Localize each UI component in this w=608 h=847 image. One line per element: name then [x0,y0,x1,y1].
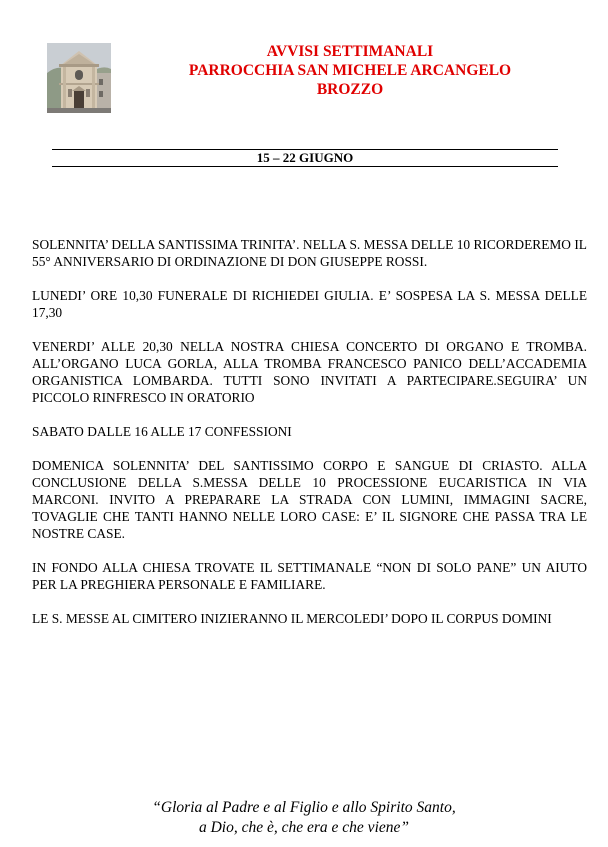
date-range: 15 – 22 GIUGNO [256,150,354,165]
announcement-weekly-magazine: IN FONDO ALLA CHIESA TROVATE IL SETTIMANALE “NON DI SOLO PANE” UN AIUTO PER LA PREGHIERA PERSONALE E FAMILIARE. [32,560,587,592]
quote-line-2: a Dio, che è, che era e che viene” [198,819,409,836]
announcement-monday: LUNEDI’ ORE 10,30 FUNERALE DI RICHIEDEI GIULIA. E’ SOSPESA LA S. MESSA DELLE 17,30 [32,288,587,320]
announcement-list [32,236,587,627]
bulletin-title [150,42,550,99]
date-rule-bottom [52,166,558,167]
announcement-friday-concert: VENERDI’ ALLE 20,30 NELLA NOSTRA CHIESA CONCERTO DI ORGANO E TROMBA. ALL’ORGANO LUCA GORLA, ALLA TROMBA FRANCESCO PANICO DELL’ACCADEMIA ORGANISTICA LOMBARDA. TUTTI SONO INVITATI A PARTECIPARE.SEGUIRA’ UN PICCOLO RINFRESCO IN ORATORIO [32,339,587,405]
title-line-2: PARROCCHIA SAN MICHELE ARCANGELO [188,62,512,79]
announcement-cemetery-masses: LE S. MESSE AL CIMITERO INIZIERANNO IL MERCOLEDI’ DOPO IL CORPUS DOMINI [32,611,552,626]
quote-line-1: “Gloria al Padre e al Figlio e allo Spirito Santo, [152,799,456,816]
church-facade-photo [47,43,111,113]
title-line-1: AVVISI SETTIMANALI [266,43,434,60]
footer-prayer-quote [0,798,608,838]
title-line-3: BROZZO [316,81,384,98]
announcement-trinity: SOLENNITA’ DELLA SANTISSIMA TRINITA’. NELLA S. MESSA DELLE 10 RICORDEREMO IL 55° ANNIVERSARIO DI ORDINAZIONE DI DON GIUSEPPE ROSSI. [32,237,587,269]
announcement-corpus-domini: DOMENICA SOLENNITA’ DEL SANTISSIMO CORPO E SANGUE DI CRIASTO. ALLA CONCLUSIONE DELLA S.MESSA DELLE 10 PROCESSIONE EUCARISTICA IN VIA MARCONI. INVITO A PREPARARE LA STRADA CON LUMINI, IMMAGINI SACRE, TOVAGLIE CHE TANTI HANNO NELLE LORO CASE: E’ IL SIGNORE CHE PASSA TRA LE NOSTRE CASE. [32,458,587,541]
announcement-saturday: SABATO DALLE 16 ALLE 17 CONFESSIONI [32,424,292,439]
